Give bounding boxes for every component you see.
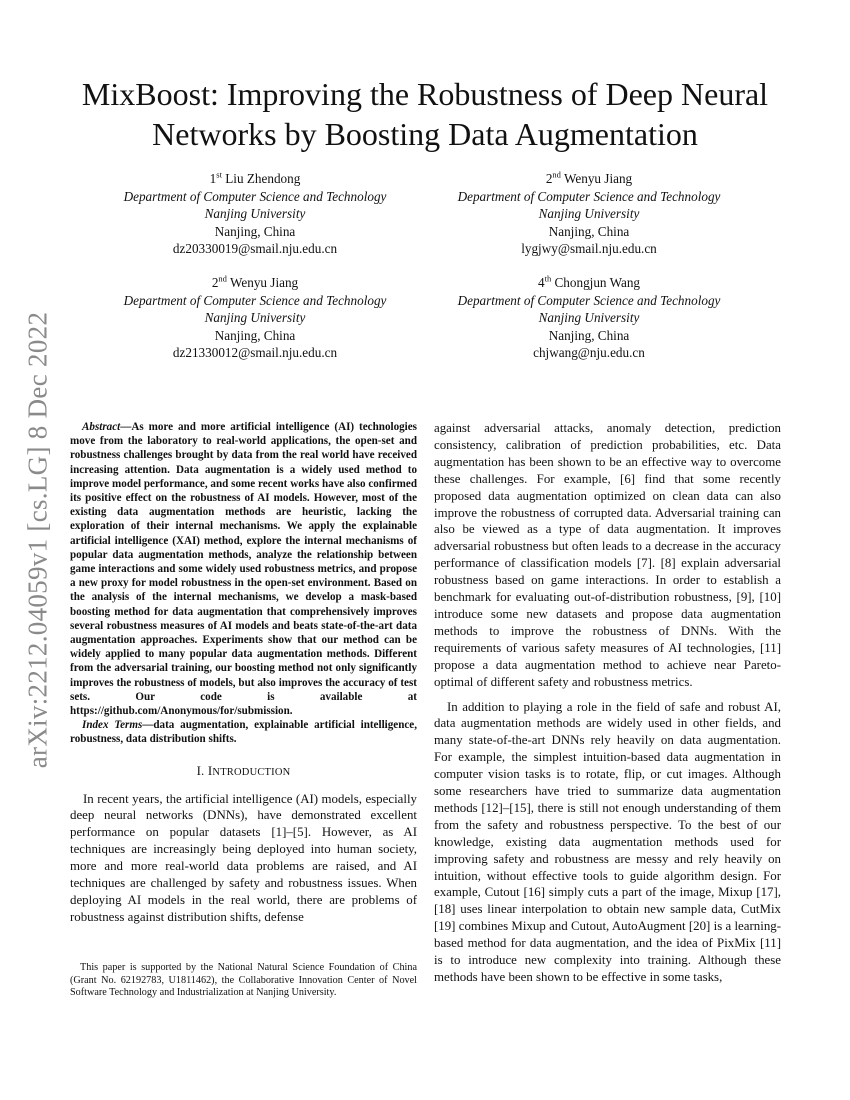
abstract <box>70 420 417 718</box>
index-terms-text: —data augmentation, explainable artificial intelligence, robustness, data distribution shifts. <box>70 719 417 746</box>
funding-footnote: This paper is supported by the National Natural Science Foundation of China (Grant No. 62192783, U1811462), the Collaborative Innovation Center of Novel Software Technology and Industrialization at Nanjing University. <box>70 962 417 999</box>
author-email: chjwang@nju.edu.cn <box>533 345 645 360</box>
intro-paragraph-2: In addition to playing a role in the field of safe and robust AI, data augmentation methods are widely used in other fields, and many state-of-the-art DNNs rely heavily on data augmentation. For example, the simplest intuition-based data augmentation in computer vision tasks is to rotate, flip, or cut images. Although some researchers have tried to summarize data augmentation methods [12]–[15], there is still not enough understanding of them from the safety and robustness perspective. To the best of our knowledge, existing data augmentation methods used for improving safety and robustness are messy and rely heavily on intuition, without effective tools to guide algorithm design. For example, Cutout [16] simply cuts a part of the image, Mixup [17], [18] uses linear interpolation to obtain new sample data, CutMix [19] combines Mixup and Cutout, AutoAugment [20] is a learning-based method for data augmentation, and the idea of PixMix [11] is to introduce new complexity into training. Although these methods have been shown to be effective in some tasks, <box>434 699 781 984</box>
index-terms-label: Index Terms <box>82 719 143 732</box>
author-name: 2nd Wenyu Jiang <box>545 169 633 186</box>
author-location: Nanjing, China <box>548 327 630 343</box>
section-heading-introduction: I. INTRODUCTION <box>196 763 291 778</box>
index-terms <box>70 718 417 746</box>
author-email: dz21330012@smail.nju.edu.cn <box>172 345 338 360</box>
abstract-label: Abstract <box>82 421 121 433</box>
author-location: Nanjing, China <box>548 223 630 239</box>
author-name: 2nd Wenyu Jiang <box>211 273 299 290</box>
arxiv-identifier <box>8 300 68 780</box>
author-name: 4th Chongjun Wang <box>537 273 641 290</box>
author-university: Nanjing University <box>204 310 306 325</box>
left-column <box>70 420 417 926</box>
author-university: Nanjing University <box>204 206 306 221</box>
arxiv-identifier-text: arXiv:2212.04059v1 [cs.LG] 8 Dec 2022 <box>22 311 53 769</box>
author-block-4 <box>429 274 749 362</box>
author-department: Department of Computer Science and Technology <box>123 188 387 204</box>
author-university: Nanjing University <box>538 206 640 221</box>
author-department: Department of Computer Science and Technology <box>123 292 387 308</box>
author-block-3 <box>95 274 415 362</box>
author-department: Department of Computer Science and Technology <box>457 292 721 308</box>
author-name: 1st Liu Zhendong <box>209 169 301 186</box>
author-block-2 <box>429 170 749 258</box>
right-column <box>434 420 781 986</box>
author-email: dz20330019@smail.nju.edu.cn <box>172 241 338 256</box>
author-location: Nanjing, China <box>214 327 296 343</box>
author-location: Nanjing, China <box>214 223 296 239</box>
intro-paragraph-1: In recent years, the artificial intelligence (AI) models, especially deep neural networks (DNNs), have demonstrated excellent performance on popular datasets [1]–[5]. However, as AI techniques are increasingly being deployed into human society, more and more real-world data problems are raised, and AI techniques are challenged by safety and robustness issues. When deploying AI models in the real world, there are problems of robustness against distribution shifts, defense <box>70 791 417 924</box>
intro-paragraph-continued: against adversarial attacks, anomaly detection, prediction consistency, calibration of prediction probabilities, etc. Data augmentation has been shown to be an effective way to overcome these challenges. For example, [6] find that some recently proposed data augmentation optimized on clean data can also improve the robustness of corrupted data. Adversarial training can also be viewed as a type of data augmentation. It improves adversarial robustness but often leads to a decrease in the accuracy performance of classification models [7]. [8] explain adversarial robustness based on game interactions. In order to establish a benchmark for evaluating out-of-distribution robustness, [9], [10] introduce some new datasets and propose data augmentation methods to improve the robustness of DNNs. With the requirements of various safety measures of AI technologies, [11] propose a data augmentation method to achieve near Pareto-optimal of different safety and robustness metrics. <box>434 421 781 689</box>
author-department: Department of Computer Science and Technology <box>457 188 721 204</box>
paper-title: MixBoost: Improving the Robustness of Deep Neural Networks by Boosting Data Augmentation <box>81 76 769 152</box>
author-university: Nanjing University <box>538 310 640 325</box>
abstract-text: —As more and more artificial intelligence (AI) technologies move from the laboratory to real-world applications, the open-set and robustness challenges brought by data from the real world have received increasing attention. Data augmentation is a widely used method to improve model performance, and some recent works have also confirmed its positive effect on the robustness of AI models. However, most of the existing data augmentation methods are heuristic, lacking the exploration of their internal mechanisms. We apply the explainable artificial intelligence (XAI) method, explore the internal mechanisms of popular data augmentation methods, analyze the relationship between game interactions and some widely used robustness metrics, and propose a new proxy for model robustness in the open-set environment. Based on the analysis of the internal mechanisms, we develop a mask-based boosting method for data augmentation that comprehensively improves several robustness measures of AI models and beats state-of-the-art data augmentation approaches. Experiments show that our method can be widely applied to many popular data augmentation methods. Different from the adversarial training, our boosting method not only significantly improves the robustness of models, but also improves the accuracy of test sets. Our code is available at https://github.com/Anonymous/for/submission. <box>70 421 417 718</box>
author-email: lygjwy@smail.nju.edu.cn <box>521 241 657 256</box>
author-block-1 <box>95 170 415 258</box>
